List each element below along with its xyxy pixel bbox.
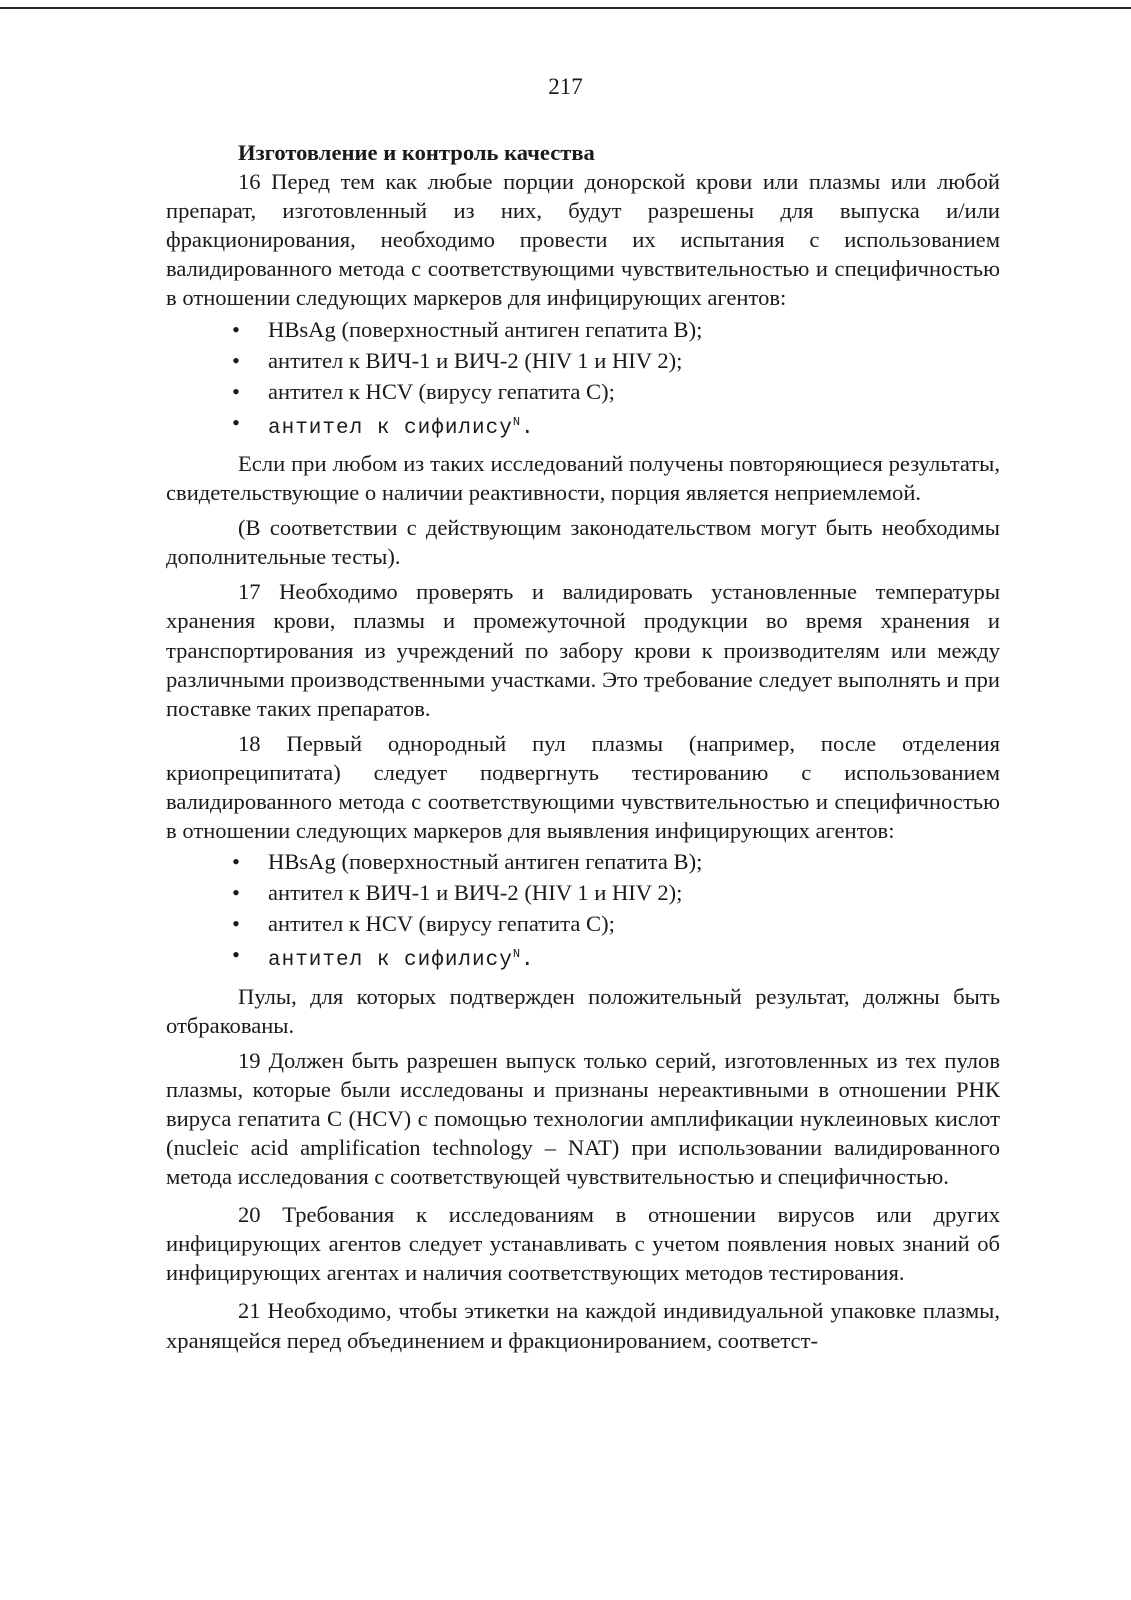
list-item-text xyxy=(268,949,535,972)
list-item-text xyxy=(268,414,535,440)
list-item xyxy=(232,408,1000,443)
paragraph-16-result: Если при любом из таких исследований получены повторяющиеся результаты, свидетельствующие о наличии реактивности, порция является неприемлемой. xyxy=(166,450,1000,506)
bullet-icon: • xyxy=(232,316,240,342)
list-item-text: антител к ВИЧ-1 и ВИЧ-2 (HIV 1 и HIV 2); xyxy=(268,347,683,373)
list-item-tail: . xyxy=(521,416,535,440)
bullet-icon: • xyxy=(232,849,240,875)
paragraph-19: 19 Должен быть разрешен выпуск только серий, изготовленных из тех пулов плазмы, которые были исследованы и признаны нереактивными в отношении РНК вируса гепатита С (HCV) с помощью технологии амплификации нуклеиновых кислот (nucleic acid amplification technology – NAT) при использовании валидированного метода исследования с соответствующей чувствительностью и специфичностью. xyxy=(166,1047,1000,1190)
list-item xyxy=(232,940,1000,975)
list-item-main: антител к сифилису xyxy=(268,949,513,973)
list-item-text: антител к HCV (вирусу гепатита С); xyxy=(268,911,615,937)
bullet-icon: • xyxy=(232,880,240,906)
list-item xyxy=(232,315,1000,344)
paragraph-16-note: (В соответствии с действующим законодательством могут быть необходимы дополнительные тесты). xyxy=(166,515,1000,570)
page-number: 217 xyxy=(548,74,583,99)
bullet-icon: • xyxy=(232,378,240,404)
list-item-main: антител к сифилису xyxy=(268,416,513,440)
paragraph-16: 16 Перед тем как любые порции донорской крови или плазмы или любой препарат, изготовленный из них, будут разрешены для выпуска и/или фракционирования, необходимо провести их испытания с использованием валидированного метода с соответствующими чувствительностью и специфичностью в отношении следующих маркеров для инфицирующих агентов: xyxy=(166,169,1000,311)
list-item xyxy=(232,909,1000,938)
list-item xyxy=(232,878,1000,907)
bullet-icon: • xyxy=(232,911,240,937)
footnote-mark: N xyxy=(512,947,522,962)
paragraph-21: 21 Необходимо, чтобы этикетки на каждой индивидуальной упаковке плазмы, хранящейся перед объединением и фракционированием, соответст- xyxy=(166,1298,1000,1353)
list-item-text: антител к ВИЧ-1 и ВИЧ-2 (HIV 1 и HIV 2); xyxy=(268,880,683,906)
paragraph-18-result: Пулы, для которых подтвержден положительный результат, должны быть отбракованы. xyxy=(166,983,1000,1038)
document-body xyxy=(166,138,1000,1355)
marker-list-18 xyxy=(166,847,1000,975)
section-heading: Изготовление и контроль качества xyxy=(238,140,595,165)
paragraph-20: 20 Требования к исследованиям в отношении вирусов или других инфицирующих агентов следует устанавливать с учетом появления новых знаний об инфицирующих агентах и наличия соответствующих методов тестирования. xyxy=(166,1202,1000,1286)
list-item xyxy=(232,847,1000,876)
list-item xyxy=(232,346,1000,375)
paragraph-18: 18 Первый однородный пул плазмы (например, после отделения криопреципитата) следует подвергнуть тестированию с использованием валидированного метода с соответствующими чувствительностью и специфичностью в отношении следующих маркеров для выявления инфицирующих агентов: xyxy=(166,730,1000,844)
top-border-line xyxy=(0,7,1131,9)
list-item-text: HBsAg (поверхностный антиген гепатита В); xyxy=(268,849,703,875)
footnote-mark: N xyxy=(512,414,522,429)
paragraph-17: 17 Необходимо проверять и валидировать установленные температуры хранения крови, плазмы и промежуточной продукции во время хранения и транспортирования из учреждений по забору крови к производителям или между различными производственными участками. Это требование следует выполнять и при поставке таких препаратов. xyxy=(166,579,1000,721)
list-item-text: антител к HCV (вирусу гепатита С); xyxy=(268,378,615,404)
bullet-icon: • xyxy=(232,942,240,968)
list-item-tail: . xyxy=(521,949,535,973)
bullet-icon: • xyxy=(232,409,240,435)
bullet-icon: • xyxy=(232,347,240,373)
list-item xyxy=(232,377,1000,406)
list-item-text: HBsAg (поверхностный антиген гепатита В); xyxy=(268,316,703,342)
marker-list-16 xyxy=(166,315,1000,443)
